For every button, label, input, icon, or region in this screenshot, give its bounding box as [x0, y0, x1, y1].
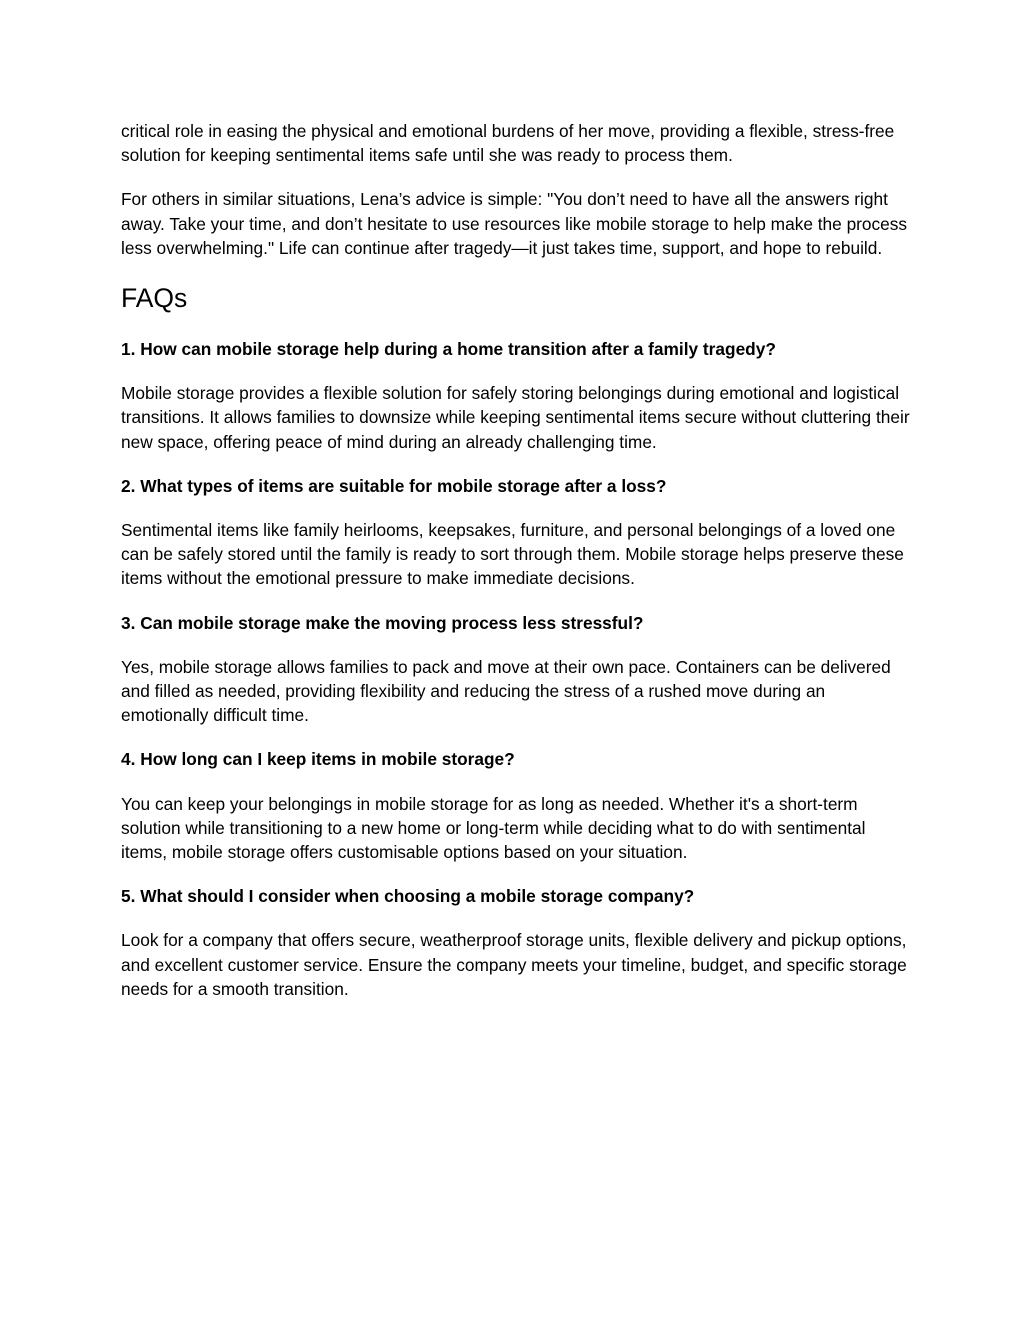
faq-item-2 [121, 474, 911, 591]
faq-question: 5. What should I consider when choosing a mobile storage company? [121, 886, 695, 907]
faq-question: 1. How can mobile storage help during a home transition after a family tragedy? [121, 339, 776, 360]
faq-question: 3. Can mobile storage make the moving process less stressful? [121, 612, 644, 633]
intro-paragraph-1: critical role in easing the physical and emotional burdens of her move, providing a flexible, stress-free solution for keeping sentimental items safe until she was ready to process them. [121, 121, 895, 166]
faq-item-5 [121, 884, 911, 1001]
faq-question: 4. How long can I keep items in mobile storage? [121, 749, 515, 770]
document-page [121, 119, 911, 1021]
faq-answer: Mobile storage provides a flexible solution for safely storing belongings during emotional and logistical transitions. It allows families to downsize while keeping sentimental items secure without cluttering their new space, offering peace of mind during an already challenging time. [121, 383, 910, 452]
faq-item-1 [121, 337, 911, 454]
faq-item-4 [121, 747, 911, 864]
faq-answer: You can keep your belongings in mobile storage for as long as needed. Whether it's a short-term solution while transitioning to a new home or long-term while deciding what to do with sentimental items, mobile storage offers customisable options based on your situation. [121, 793, 866, 863]
faq-answer: Sentimental items like family heirlooms, keepsakes, furniture, and personal belongings of a loved one can be safely stored until the family is ready to sort through them. Mobile storage helps preserve these items without the emotional pressure to make immediate decisions. [121, 520, 904, 589]
faq-answer: Yes, mobile storage allows families to pack and move at their own pace. Containers can be delivered and filled as needed, providing flexibility and reducing the stress of a rushed move during an emotionally difficult time. [121, 656, 891, 726]
faq-question: 2. What types of items are suitable for mobile storage after a loss? [121, 475, 667, 496]
faq-answer: Look for a company that offers secure, weatherproof storage units, flexible delivery and pickup options, and excellent customer service. Ensure the company meets your timeline, budget, and specific storage needs for a smooth transition. [121, 930, 907, 999]
faq-heading: FAQs [121, 283, 188, 314]
faq-item-3 [121, 611, 911, 728]
intro-paragraph-2: For others in similar situations, Lena’s advice is simple: "You don’t need to have all the answers right away. Take your time, and don’t hesitate to use resources like mobile storage to help make the process less overwhelming." Life can continue after tragedy—it just takes time, support, and hope to rebuild. [121, 189, 908, 258]
